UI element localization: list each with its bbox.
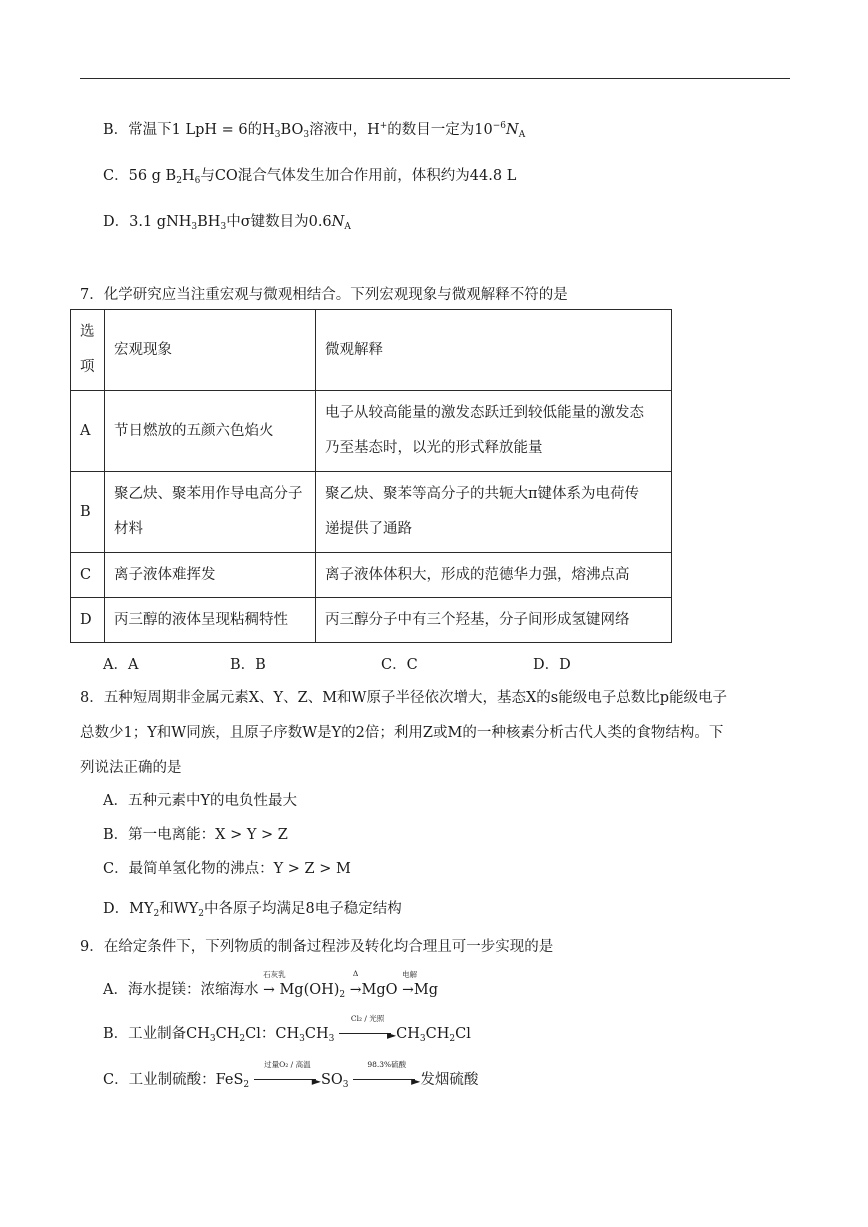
header-option-2: 项: [80, 359, 95, 375]
row-option: D: [71, 598, 105, 643]
row-option: A: [71, 391, 105, 472]
q9-stem: 9．在给定条件下，下列物质的制备过程涉及转化均合理且可一步实现的是: [80, 939, 554, 955]
reaction-arrow: Δ →: [349, 969, 362, 998]
row-phenomenon: 离子液体难挥发: [105, 553, 316, 598]
q7-option-c[interactable]: C．C: [381, 657, 418, 673]
row-phenomenon: 丙三醇的液体呈现粘稠特性: [105, 598, 316, 643]
row-explanation: 聚乙炔、聚苯等高分子的共轭大π键体系为电荷传 递提供了通路: [316, 472, 672, 553]
table-header-row: [71, 310, 672, 391]
table-row: [71, 598, 672, 643]
table-row: [71, 553, 672, 598]
q6-option-d: D．3.1 $gNH_3BH_3$中σ键数目为$0.6N_A$: [103, 214, 351, 232]
q8-option-d[interactable]: D．$MY_2$和$WY_2$中各原子均满足8电子稳定结构: [103, 901, 402, 919]
header-option-1: 选: [80, 324, 95, 340]
row-option: C: [71, 553, 105, 598]
q7-option-b[interactable]: B．B: [230, 657, 266, 673]
table-row: [71, 391, 672, 472]
q7-stem: 7．化学研究应当注重宏观与微观相结合。下列宏观现象与微观解释不符的是: [80, 287, 568, 303]
q6-option-c: C．56 g $B_2H_6$与CO混合气体发生加合作用前，体积约为44.8 L: [103, 168, 517, 186]
q9-option-c[interactable]: C．工业制硫酸：FeS$_2$ 过量O₂ / 高温 $►SO_3$ 98.3%硫酸 ►发烟硫酸: [103, 1060, 479, 1090]
row-phenomenon: 节日燃放的五颜六色焰火: [105, 391, 316, 472]
header-phenomenon: 宏观现象: [105, 310, 316, 391]
reaction-arrow: 过量O₂ / 高温 ►: [254, 1072, 321, 1088]
reaction-arrow: 石灰乳 →: [263, 970, 286, 998]
row-explanation: 丙三醇分子中有三个羟基，分子间形成氢键网络: [316, 598, 672, 643]
row-phenomenon: 聚乙炔、聚苯用作导电高分子 材料: [105, 472, 316, 553]
row-option: B: [71, 472, 105, 553]
q7-option-a[interactable]: A．A: [103, 657, 139, 673]
q8-stem-line-1: 8．五种短周期非金属元素X、Y、Z、M和W原子半径依次增大，基态X的s能级电子总数比p能级电子: [80, 690, 727, 706]
reaction-arrow: 98.3%硫酸 ►: [353, 1072, 420, 1088]
q8-option-c[interactable]: C．最简单氢化物的沸点：Y > Z > M: [103, 861, 351, 877]
q8-stem-line-3: 列说法正确的是: [80, 760, 182, 776]
q6-option-b: B．常温下1 LpH = 6的$H_3BO_3$溶液中，H+的数目一定为$10^{-6}N_A$: [103, 121, 526, 140]
reaction-arrow: Cl₂ / 光照 ►: [339, 1026, 396, 1042]
header-explanation: 微观解释: [316, 310, 672, 391]
row-explanation: 离子液体体积大，形成的范德华力强，熔沸点高: [316, 553, 672, 598]
q7-option-d[interactable]: D．D: [533, 657, 571, 673]
row-explanation: 电子从较高能量的激发态跃迁到较低能量的激发态 乃至基态时，以光的形式释放能量: [316, 391, 672, 472]
q8-option-a[interactable]: A．五种元素中Y的电负性最大: [103, 793, 298, 809]
q7-table: [70, 309, 672, 643]
q8-stem-line-2: 总数少1；Y和W同族，且原子序数W是Y的2倍；利用Z或M的一种核素分析古代人类的食物结构。下: [80, 725, 724, 741]
q8-option-b[interactable]: B．第一电离能：X > Y > Z: [103, 827, 288, 843]
q9-option-a[interactable]: A．海水提镁：浓缩海水 石灰乳 → $Mg(OH)_2$ Δ →MgO 电解 →Mg: [103, 969, 439, 1000]
reaction-arrow: 电解 →: [402, 970, 418, 998]
table-row: [71, 472, 672, 553]
q9-option-b[interactable]: B．工业制备$CH_3CH_2Cl$：$CH_3CH_3$ Cl₂ / 光照 $►CH_3CH_2Cl$: [103, 1014, 471, 1044]
top-rule: [80, 78, 790, 79]
